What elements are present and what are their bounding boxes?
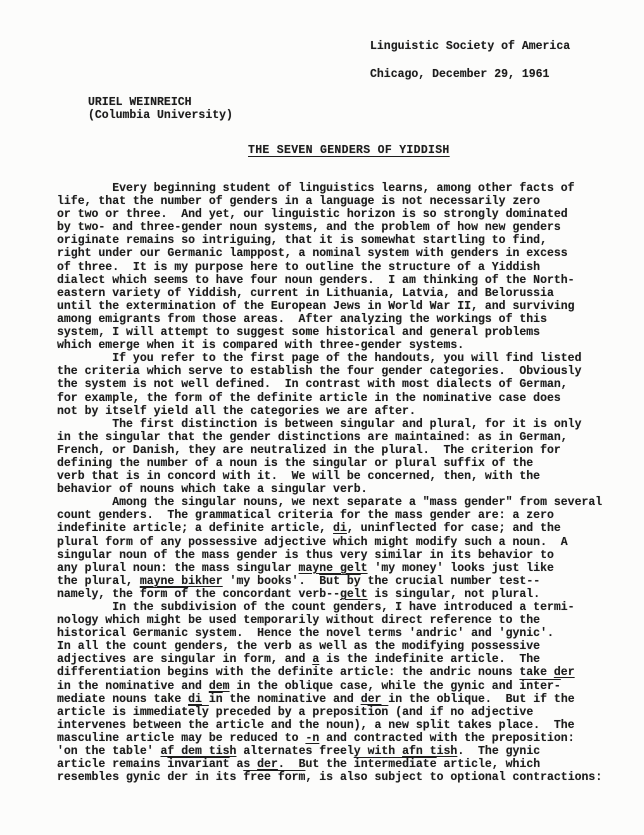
text-line: or two or three. And yet, our linguistic horizon is so strongly dominated xyxy=(57,208,568,222)
text-line: resembles gynic der in its free form, is also subject to optional contractions: xyxy=(57,771,603,785)
text-line: dialect which seems to have four noun genders. I am thinking of the North- xyxy=(57,273,575,287)
text-line: verb that is in concord with it. We will be concerned, then, with the xyxy=(57,470,541,484)
text-line: Every beginning student of linguistics learns, among other facts of xyxy=(57,182,575,195)
text-line: nology which might be used temporarily without direct reference to the xyxy=(57,614,541,628)
text-line: plural form of any possessive adjective which might modify such a noun. A xyxy=(57,535,568,549)
text-line: which emerge when it is compared with three-gender systems. xyxy=(57,339,465,353)
text-line: the system is not well defined. In contrast with most dialects of German, xyxy=(57,378,568,392)
text-line: 'on the table' af dem tish alternates freely with afn tish. The gynic xyxy=(57,745,541,759)
text-line: In the subdivision of the count genders, I have introduced a termi- xyxy=(57,601,575,614)
text-line: article is $immediat\overline{ely}$ preceded by a $preposit\overline{ion}$ (and if no adjective xyxy=(57,705,534,719)
author-name: URIEL WEINREICH xyxy=(88,96,192,109)
text-line: intervenes between the article and the noun), a new split takes place. The xyxy=(57,718,575,732)
text-line: not by itself yield all the categories we are after. xyxy=(57,404,416,418)
author-affiliation: (Columbia University) xyxy=(88,109,233,122)
text-line: singular noun of the mass gender is thus very similar in its behavior to xyxy=(57,548,554,562)
text-line: masculine article may be reduced to -n and contracted with the preposition: xyxy=(57,731,575,745)
text-line: differentiation begins with the definite article: the andric nouns take der xyxy=(57,666,575,680)
text-line: the criteria which serve to establish the four gender categories. Obviously xyxy=(57,365,582,379)
text-line: indefinite article; a definite article, di, uninflected for case; and the xyxy=(57,522,561,536)
text-line: The first distinction is between singular and plural, for it is only xyxy=(57,417,582,431)
text-line: In all the count genders, the verb as well as the modifying possessive xyxy=(57,640,541,654)
text-line: any plural noun: the mass singular mayne gelt 'my money' looks just like xyxy=(57,561,554,575)
text-line: count genders. The grammatical criteria for the mass gender are: a zero xyxy=(57,509,554,523)
text-line: system, I will attempt to suggest some historical and general problems xyxy=(57,326,541,340)
text-line: originate remains so intriguing, that it is somewhat startling to find, xyxy=(57,234,547,248)
text-line: of three. It is my purpose here to outline the structure of a Yiddish xyxy=(57,260,541,274)
text-line: historical Germanic system. Hence the novel terms 'andric' and 'gynic'. xyxy=(57,627,554,641)
text-line: namely, the form of the concordant verb--gelt is singular, not plural. xyxy=(57,587,541,601)
text-line: article remains invariant as der. But the intermediate article, which xyxy=(57,758,541,772)
text-line: adjectives are singular in form, and a is the indefinite article. The xyxy=(57,653,541,667)
text-line: behavior of nouns which take a singular verb. xyxy=(57,483,368,497)
organization-line: Linguistic Society of America xyxy=(370,40,571,53)
text-line: right under our Germanic lamppost, a nominal system with genders in excess xyxy=(57,247,568,261)
text-line: until the extermination of the European Jews in World War II, and surviving xyxy=(57,299,575,313)
date-line: Chicago, December 29, 1961 xyxy=(370,68,550,81)
text-line: life, that the number of genders in a language is not necessarily zero xyxy=(57,195,541,209)
document-title: THE SEVEN GENDERS OF YIDDISH xyxy=(248,144,450,157)
text-line: among emigrants from those areas. After analyzing the workings of this xyxy=(57,312,547,326)
text-line: in the nominative and dem in the oblique case, while the gynic and inter- xyxy=(57,679,561,693)
document-body xyxy=(57,182,617,784)
text-line: eastern variety of Yiddish, current in Lithuania, Latvia, and Belorussia xyxy=(57,286,554,300)
text-line: for example, the form of the definite article in the nominative case does xyxy=(57,391,561,405)
text-line: in the singular that the gender distinctions are maintained: as in German, xyxy=(57,430,568,444)
text-line: the plural, mayne bikher 'my books'. But by the crucial number test-- xyxy=(57,574,541,588)
text-line: Among the singular nouns, we next separate a "mass gender" from several xyxy=(57,496,603,510)
text-line: by two- and three-gender noun systems, and the problem of how new genders xyxy=(57,221,561,235)
text-line: defining the number of a noun is the singular or plural suffix of the xyxy=(57,456,534,470)
text-line: French, or Danish, they are neutralized in the plural. The criterion for xyxy=(57,443,561,457)
text-line: If you refer to the first page of the handouts, you will find listed xyxy=(57,352,582,366)
text-line: mediate nouns take di $\overline{in}$ the nominative and der in the oblique. But if the xyxy=(57,692,575,706)
